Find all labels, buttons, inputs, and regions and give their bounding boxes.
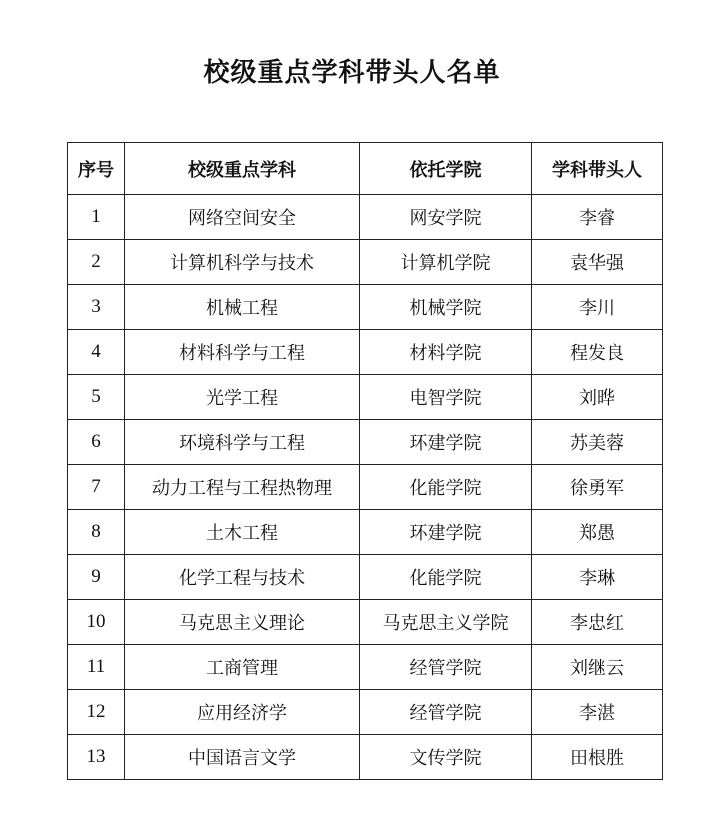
college-cell: 化能学院: [360, 555, 532, 600]
discipline-cell: 化学工程与技术: [125, 555, 360, 600]
serial-number-cell: 11: [68, 645, 125, 690]
college-cell: 网安学院: [360, 195, 532, 240]
leader-cell: 刘继云: [532, 645, 663, 690]
discipline-cell: 网络空间安全: [125, 195, 360, 240]
leader-cell: 袁华强: [532, 240, 663, 285]
college-cell: 环建学院: [360, 420, 532, 465]
college-cell: 环建学院: [360, 510, 532, 555]
header-serial-number: 序号: [68, 143, 125, 195]
serial-number-cell: 6: [68, 420, 125, 465]
leader-cell: 李忠红: [532, 600, 663, 645]
serial-number-cell: 10: [68, 600, 125, 645]
serial-number-cell: 1: [68, 195, 125, 240]
leader-cell: 徐勇军: [532, 465, 663, 510]
discipline-cell: 工商管理: [125, 645, 360, 690]
table-body: [68, 195, 663, 780]
table-row: [68, 330, 663, 375]
serial-number-cell: 5: [68, 375, 125, 420]
table-row: [68, 465, 663, 510]
discipline-leader-table: [67, 142, 663, 780]
serial-number-cell: 12: [68, 690, 125, 735]
college-cell: 材料学院: [360, 330, 532, 375]
table-row: [68, 510, 663, 555]
table-row: [68, 195, 663, 240]
serial-number-cell: 9: [68, 555, 125, 600]
college-cell: 经管学院: [360, 645, 532, 690]
leader-cell: 李川: [532, 285, 663, 330]
serial-number-cell: 3: [68, 285, 125, 330]
discipline-cell: 马克思主义理论: [125, 600, 360, 645]
serial-number-cell: 8: [68, 510, 125, 555]
table-row: [68, 690, 663, 735]
serial-number-cell: 7: [68, 465, 125, 510]
college-cell: 马克思主义学院: [360, 600, 532, 645]
college-cell: 电智学院: [360, 375, 532, 420]
table-row: [68, 240, 663, 285]
leader-cell: 李湛: [532, 690, 663, 735]
leader-cell: 程发良: [532, 330, 663, 375]
college-cell: 机械学院: [360, 285, 532, 330]
leader-cell: 郑愚: [532, 510, 663, 555]
discipline-cell: 土木工程: [125, 510, 360, 555]
discipline-cell: 材料科学与工程: [125, 330, 360, 375]
table-row: [68, 555, 663, 600]
table-row: [68, 600, 663, 645]
discipline-cell: 动力工程与工程热物理: [125, 465, 360, 510]
college-cell: 计算机学院: [360, 240, 532, 285]
college-cell: 经管学院: [360, 690, 532, 735]
college-cell: 文传学院: [360, 735, 532, 780]
leader-cell: 刘晔: [532, 375, 663, 420]
serial-number-cell: 2: [68, 240, 125, 285]
table-row: [68, 420, 663, 465]
serial-number-cell: 13: [68, 735, 125, 780]
header-college: 依托学院: [360, 143, 532, 195]
discipline-cell: 光学工程: [125, 375, 360, 420]
discipline-cell: 环境科学与工程: [125, 420, 360, 465]
discipline-cell: 机械工程: [125, 285, 360, 330]
leader-cell: 李睿: [532, 195, 663, 240]
leader-cell: 田根胜: [532, 735, 663, 780]
college-cell: 化能学院: [360, 465, 532, 510]
header-leader: 学科带头人: [532, 143, 663, 195]
table-row: [68, 735, 663, 780]
leader-cell: 李琳: [532, 555, 663, 600]
discipline-cell: 计算机科学与技术: [125, 240, 360, 285]
discipline-cell: 中国语言文学: [125, 735, 360, 780]
table-row: [68, 375, 663, 420]
discipline-cell: 应用经济学: [125, 690, 360, 735]
leader-cell: 苏美蓉: [532, 420, 663, 465]
table-row: [68, 285, 663, 330]
table-header-row: [68, 143, 663, 195]
document-title: 校级重点学科带头人名单: [203, 58, 501, 88]
header-discipline: 校级重点学科: [125, 143, 360, 195]
table-row: [68, 645, 663, 690]
serial-number-cell: 4: [68, 330, 125, 375]
